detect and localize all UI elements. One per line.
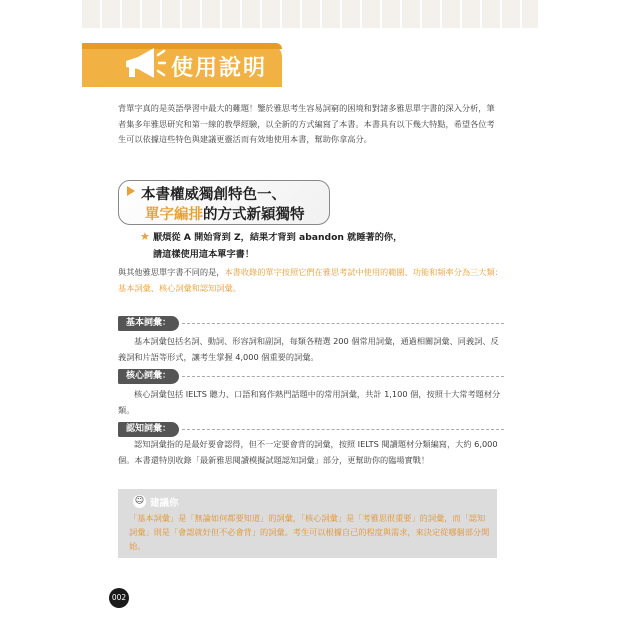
tag-cognitive-vocab: 認知詞彙： bbox=[118, 422, 179, 437]
divider bbox=[182, 376, 504, 377]
intro-paragraph: 背單字真的是英語學習中最大的難題！鑒於雅思考生容易詞窮的困境和對諸多雅思單字書的深入分析，筆者集多年雅思研究和第一線的教學經驗，以全新的方式編寫了本書。本書具有以下幾大特點，希望各位考生可以依據這些特色與建議更靈活而有效地使用本書，幫助你拿高分。 bbox=[118, 103, 495, 145]
triangle-bullet-icon bbox=[127, 186, 135, 196]
feature-highlight: 單字編排 bbox=[145, 206, 203, 223]
header-decoration bbox=[82, 0, 538, 28]
tag-core-vocab: 核心詞彙： bbox=[118, 369, 179, 384]
desc-highlight: 本書收錄的單字按照它們在雅思考試中使用的範圍、功能和頻率分為三大類：基本詞彙、核心詞彙和認知詞彙。 bbox=[118, 267, 503, 293]
page-number: 002 bbox=[109, 588, 129, 608]
core-vocab-text: 核心詞彙包括 IELTS 聽力、口語和寫作熱門話題中的常用詞彙，共計 1,100 個，按照十大常考題材分類。 bbox=[118, 389, 501, 415]
basic-vocab-text: 基本詞彙包括名詞、動詞、形容詞和副詞，每類各精選 200 個常用詞彙，通過相關詞彙、同義詞、反義詞和片語等形式，讓考生掌握 4,000 個重要的詞彙。 bbox=[118, 336, 499, 362]
tag-basic-vocab: 基本詞彙： bbox=[118, 316, 179, 331]
feature-heading-rest: 的方式新穎獨特 bbox=[203, 206, 305, 223]
advice-text: 「基本詞彙」是「無論如何都要知道」的詞彙，「核心詞彙」是「考雅思很重要」的詞彙，而「認知詞彙」則是「會認就好但不必會背」的詞彙。考生可以根據自己的程度與需求，來決定從哪個部分開始。 bbox=[129, 513, 490, 552]
star-icon: ★ bbox=[140, 230, 150, 243]
page-title: 使用說明 bbox=[171, 55, 268, 81]
desc-normal: 與其他雅思單字書不同的是， bbox=[118, 267, 225, 277]
feature-heading-line2 bbox=[145, 203, 305, 224]
feature-heading-line1: 本書權威獨創特色一、 bbox=[141, 186, 286, 203]
tagline bbox=[153, 229, 453, 263]
tagline-line2: 請這樣使用這本單字書！ bbox=[153, 249, 255, 260]
divider bbox=[182, 323, 504, 324]
advice-header bbox=[133, 494, 179, 509]
cognitive-vocab-text: 認知詞彙指的是最好要會認得，但不一定要會背的詞彙，按照 IELTS 閱讀題材分類編寫，大約 6,000 個。本書還特別收錄「最新雅思閱讀模擬試題認知詞彙」部分，更幫助你的臨場實戰！ bbox=[118, 439, 498, 465]
megaphone-icon bbox=[120, 45, 166, 85]
advice-title: 建議你 bbox=[150, 497, 179, 509]
divider bbox=[182, 429, 504, 430]
smile-icon: ☺ bbox=[134, 496, 145, 506]
category-description bbox=[118, 265, 508, 296]
tagline-line1: 厭煩從 A 開始背到 Z，結果才背到 abandon 就睡著的你， bbox=[153, 232, 403, 243]
